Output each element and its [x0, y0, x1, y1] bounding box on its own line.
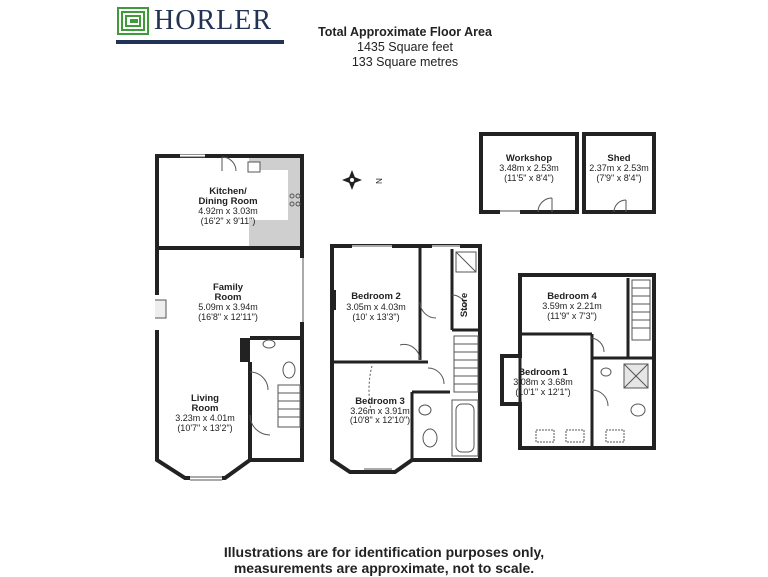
workshop-imperial: (11'5" x 8'4"): [504, 173, 554, 183]
store-name: Store: [459, 292, 470, 318]
family-imperial: (16'8" x 12'11"): [198, 312, 258, 322]
bedroom3-imperial: (10'8" x 12'10"): [349, 415, 411, 425]
living-name-2: Room: [191, 403, 219, 414]
bedroom3-metric: 3.26m x 3.91m: [350, 406, 410, 416]
hall-walls: [250, 338, 302, 460]
bedroom1-imperial: (10'1" x 12'1"): [515, 387, 571, 397]
header-area-sqm: 133 Square metres: [351, 55, 459, 69]
bedroom4-imperial: (11'9" x 7'3"): [547, 311, 597, 321]
compass-icon: [342, 170, 362, 190]
bedroom2-metric: 3.05m x 4.03m: [346, 302, 406, 312]
workshop-metric: 3.48m x 2.53m: [499, 163, 559, 173]
family-metric: 5.09m x 3.94m: [198, 302, 258, 312]
toilet-icon: [423, 429, 437, 447]
skylight-2: [566, 430, 584, 442]
family-name-2: Room: [214, 292, 242, 303]
header-area-sqft: 1435 Square feet: [357, 40, 453, 54]
living-imperial: (10'7" x 13'2"): [177, 423, 233, 433]
brand-name: HORLER: [154, 5, 272, 36]
toilet-icon-2: [631, 404, 645, 416]
kitchen-metric: 4.92m x 3.03m: [198, 206, 258, 216]
shed-imperial: (7'9" x 8'4"): [596, 173, 642, 183]
chimney-first: [330, 290, 336, 310]
bedroom2-name: Bedroom 2: [351, 291, 401, 302]
kitchen-imperial: (16'2" x 9'11"): [200, 216, 256, 226]
footer-line-2: measurements are approximate, not to scale.: [233, 560, 535, 576]
compass-label: N: [374, 178, 383, 184]
second-floor-stairs: [632, 280, 650, 340]
bedroom4-name: Bedroom 4: [547, 291, 597, 302]
kitchen-name-1: Kitchen/: [209, 186, 247, 197]
basin-icon: [419, 405, 431, 415]
skylight-1: [536, 430, 554, 442]
basin-icon-2: [601, 368, 611, 376]
bedroom3-name: Bedroom 3: [355, 396, 405, 407]
shed-name: Shed: [607, 153, 631, 164]
chimney-breast: [240, 338, 250, 362]
living-metric: 3.23m x 4.01m: [175, 413, 235, 423]
first-floor: [332, 246, 480, 472]
footer-line-1: Illustrations are for identification purposes only,: [223, 544, 545, 560]
bedroom1-name: Bedroom 1: [518, 367, 568, 378]
first-floor-outline: [332, 246, 480, 472]
workshop-name: Workshop: [505, 153, 553, 164]
family-name-1: Family: [212, 282, 244, 293]
kitchen-name-2: Dining Room: [198, 196, 258, 207]
bedroom1-metric: 3.08m x 3.68m: [513, 377, 573, 387]
bedroom4-metric: 3.59m x 2.21m: [542, 301, 602, 311]
header-title: Total Approximate Floor Area: [318, 25, 492, 39]
sink-icon: [248, 162, 260, 172]
shed-metric: 2.37m x 2.53m: [589, 163, 649, 173]
living-name-1: Living: [191, 393, 219, 404]
skylight-3: [606, 430, 624, 442]
bedroom2-imperial: (10' x 13'3"): [352, 312, 400, 322]
